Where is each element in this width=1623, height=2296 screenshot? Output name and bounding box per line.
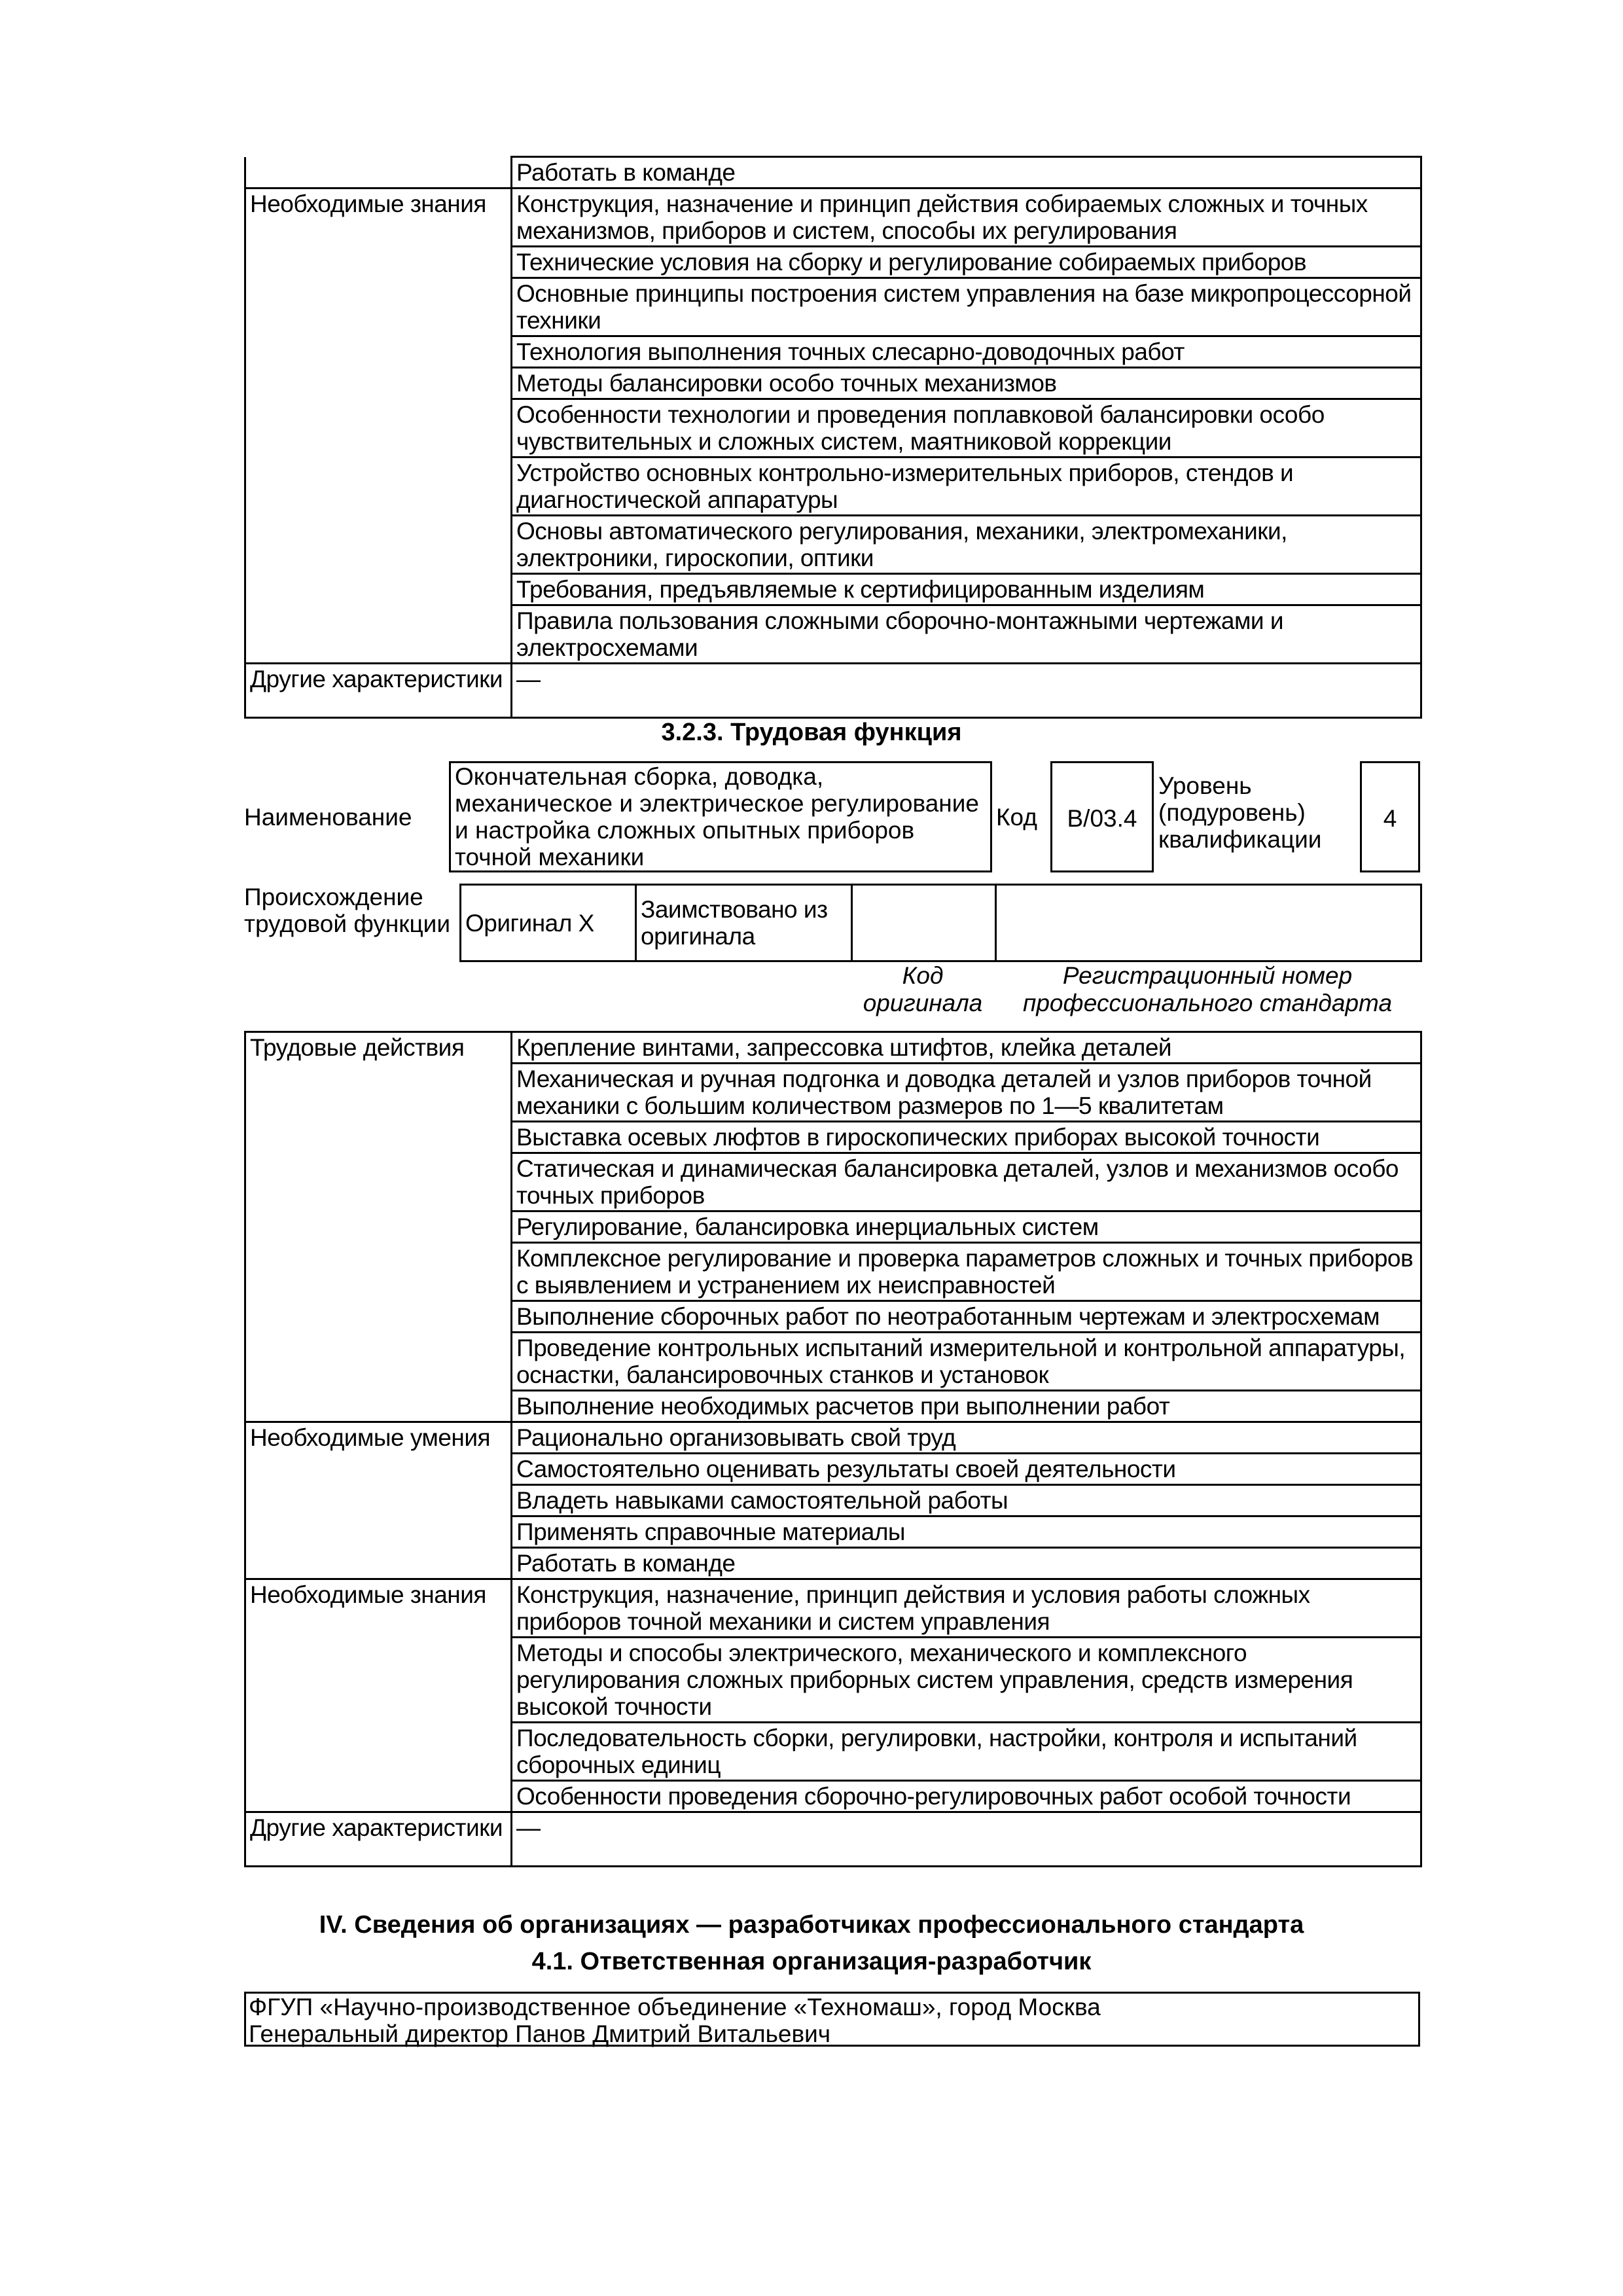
table-cell: Выполнение необходимых расчетов при выполнении работ (512, 1391, 1421, 1422)
table-cell: Технические условия на сборку и регулирование собираемых приборов (512, 247, 1421, 278)
row-label: Другие характеристики (245, 664, 512, 718)
table-cell: Работать в команде (512, 157, 1421, 188)
org-box (244, 1992, 1420, 2047)
borrowed-cell: Заимствовано из оригинала (636, 885, 852, 961)
table-cell: Технология выполнения точных слесарно-доводочных работ (512, 336, 1421, 368)
table-cell: Регулирование, балансировка инерциальных систем (512, 1211, 1421, 1243)
table-cell: Рационально организовывать свой труд (512, 1422, 1421, 1454)
table-cell: — (512, 1812, 1421, 1867)
table-cell: Последовательность сборки, регулировки, настройки, контроля и испытаний сборочных единиц (512, 1723, 1421, 1781)
row-label: Трудовые действия (245, 1032, 512, 1422)
section-heading: 3.2.3. Трудовая функция (661, 719, 962, 746)
name-label: Наименование (244, 804, 412, 831)
top-table (244, 156, 1422, 719)
code-label: Код (996, 804, 1037, 831)
table-cell: Конструкция, назначение, принцип действия и условия работы сложных приборов точной механики и систем управления (512, 1579, 1421, 1638)
table-cell: Применять справочные материалы (512, 1516, 1421, 1548)
name-value: Окончательная сборка, доводка, механическое и электрическое регулирование и настройка сложных опытных приборов точной механики (455, 763, 979, 870)
table-cell: Конструкция, назначение и принцип действия собираемых сложных и точных механизмов, приборов и систем, способы их регулирования (512, 188, 1421, 247)
table-cell: Особенности проведения сборочно-регулировочных работ особой точности (512, 1781, 1421, 1812)
level-value-box (1360, 761, 1420, 872)
bottom-table (244, 1031, 1422, 1867)
row-label: Необходимые знания (245, 1579, 512, 1812)
table-cell: Устройство основных контрольно-измерительных приборов, стендов и диагностической аппаратуры (512, 457, 1421, 516)
table-cell: Особенности технологии и проведения поплавковой балансировки особо чувствительных и сложных систем, маятниковой коррекции (512, 399, 1421, 457)
table-cell: Проведение контрольных испытаний измерительной и контрольной аппаратуры, оснастки, балансировочных станков и установок (512, 1333, 1421, 1391)
section-iv-heading: IV. Сведения об организациях — разработчиках профессионального стандарта (319, 1911, 1304, 1939)
table-cell: Основные принципы построения систем управления на базе микропроцессорной техники (512, 278, 1421, 336)
row-label: Необходимые знания (245, 188, 512, 664)
table-cell: Правила пользования сложными сборочно-монтажными чертежами и электросхемами (512, 605, 1421, 664)
section-4-1-heading: 4.1. Ответственная организация-разработчик (531, 1948, 1092, 1975)
code-value: B/03.4 (1067, 805, 1137, 832)
table-cell: Работать в команде (512, 1548, 1421, 1579)
table-cell: Комплексное регулирование и проверка параметров сложных и точных приборов с выявлением и устранением их неисправностей (512, 1243, 1421, 1301)
origin-label: Происхождение трудовой функции (244, 884, 450, 937)
code-original-cell (852, 885, 996, 961)
code-caption: Код оригинала (863, 962, 983, 1016)
table-cell: Методы и способы электрического, механического и комплексного регулирования сложных приборных систем управления, средств измерения высокой точности (512, 1638, 1421, 1723)
org-line: ФГУП «Научно-производственное объединение «Техномаш», город Москва (249, 1994, 1101, 2020)
table-cell: Владеть навыками самостоятельной работы (512, 1485, 1421, 1516)
table-cell: Крепление винтами, запрессовка штифтов, клейка деталей (512, 1032, 1421, 1064)
level-label: Уровень (подуровень) квалификации (1158, 772, 1322, 853)
table-cell: — (512, 664, 1421, 718)
origin-table (459, 884, 1422, 962)
table-cell: Основы автоматического регулирования, механики, электромеханики, электроники, гироскопии, оптики (512, 516, 1421, 574)
table-cell: Выполнение сборочных работ по неотработанным чертежам и электросхемам (512, 1301, 1421, 1333)
reg-caption: Регистрационный номер профессионального стандарта (1022, 962, 1393, 1016)
row-label: Другие характеристики (245, 1812, 512, 1867)
empty-cell (245, 157, 512, 188)
director-line: Генеральный директор Панов Дмитрий Витальевич (249, 2020, 831, 2047)
table-cell: Статическая и динамическая балансировка деталей, узлов и механизмов особо точных приборов (512, 1153, 1421, 1211)
table-cell: Выставка осевых люфтов в гироскопических приборах высокой точности (512, 1122, 1421, 1153)
table-cell: Механическая и ручная подгонка и доводка деталей и узлов приборов точной механики с большим количеством размеров по 1—5 квалитетам (512, 1064, 1421, 1122)
table-cell: Методы балансировки особо точных механизмов (512, 368, 1421, 399)
reg-number-cell (996, 885, 1421, 961)
table-cell: Самостоятельно оценивать результаты своей деятельности (512, 1454, 1421, 1485)
code-value-box (1050, 761, 1154, 872)
name-value-box (449, 761, 992, 872)
level-value: 4 (1383, 805, 1397, 832)
original-cell: Оригинал X (461, 885, 636, 961)
table-cell: Требования, предъявляемые к сертифицированным изделиям (512, 574, 1421, 605)
row-label: Необходимые умения (245, 1422, 512, 1579)
